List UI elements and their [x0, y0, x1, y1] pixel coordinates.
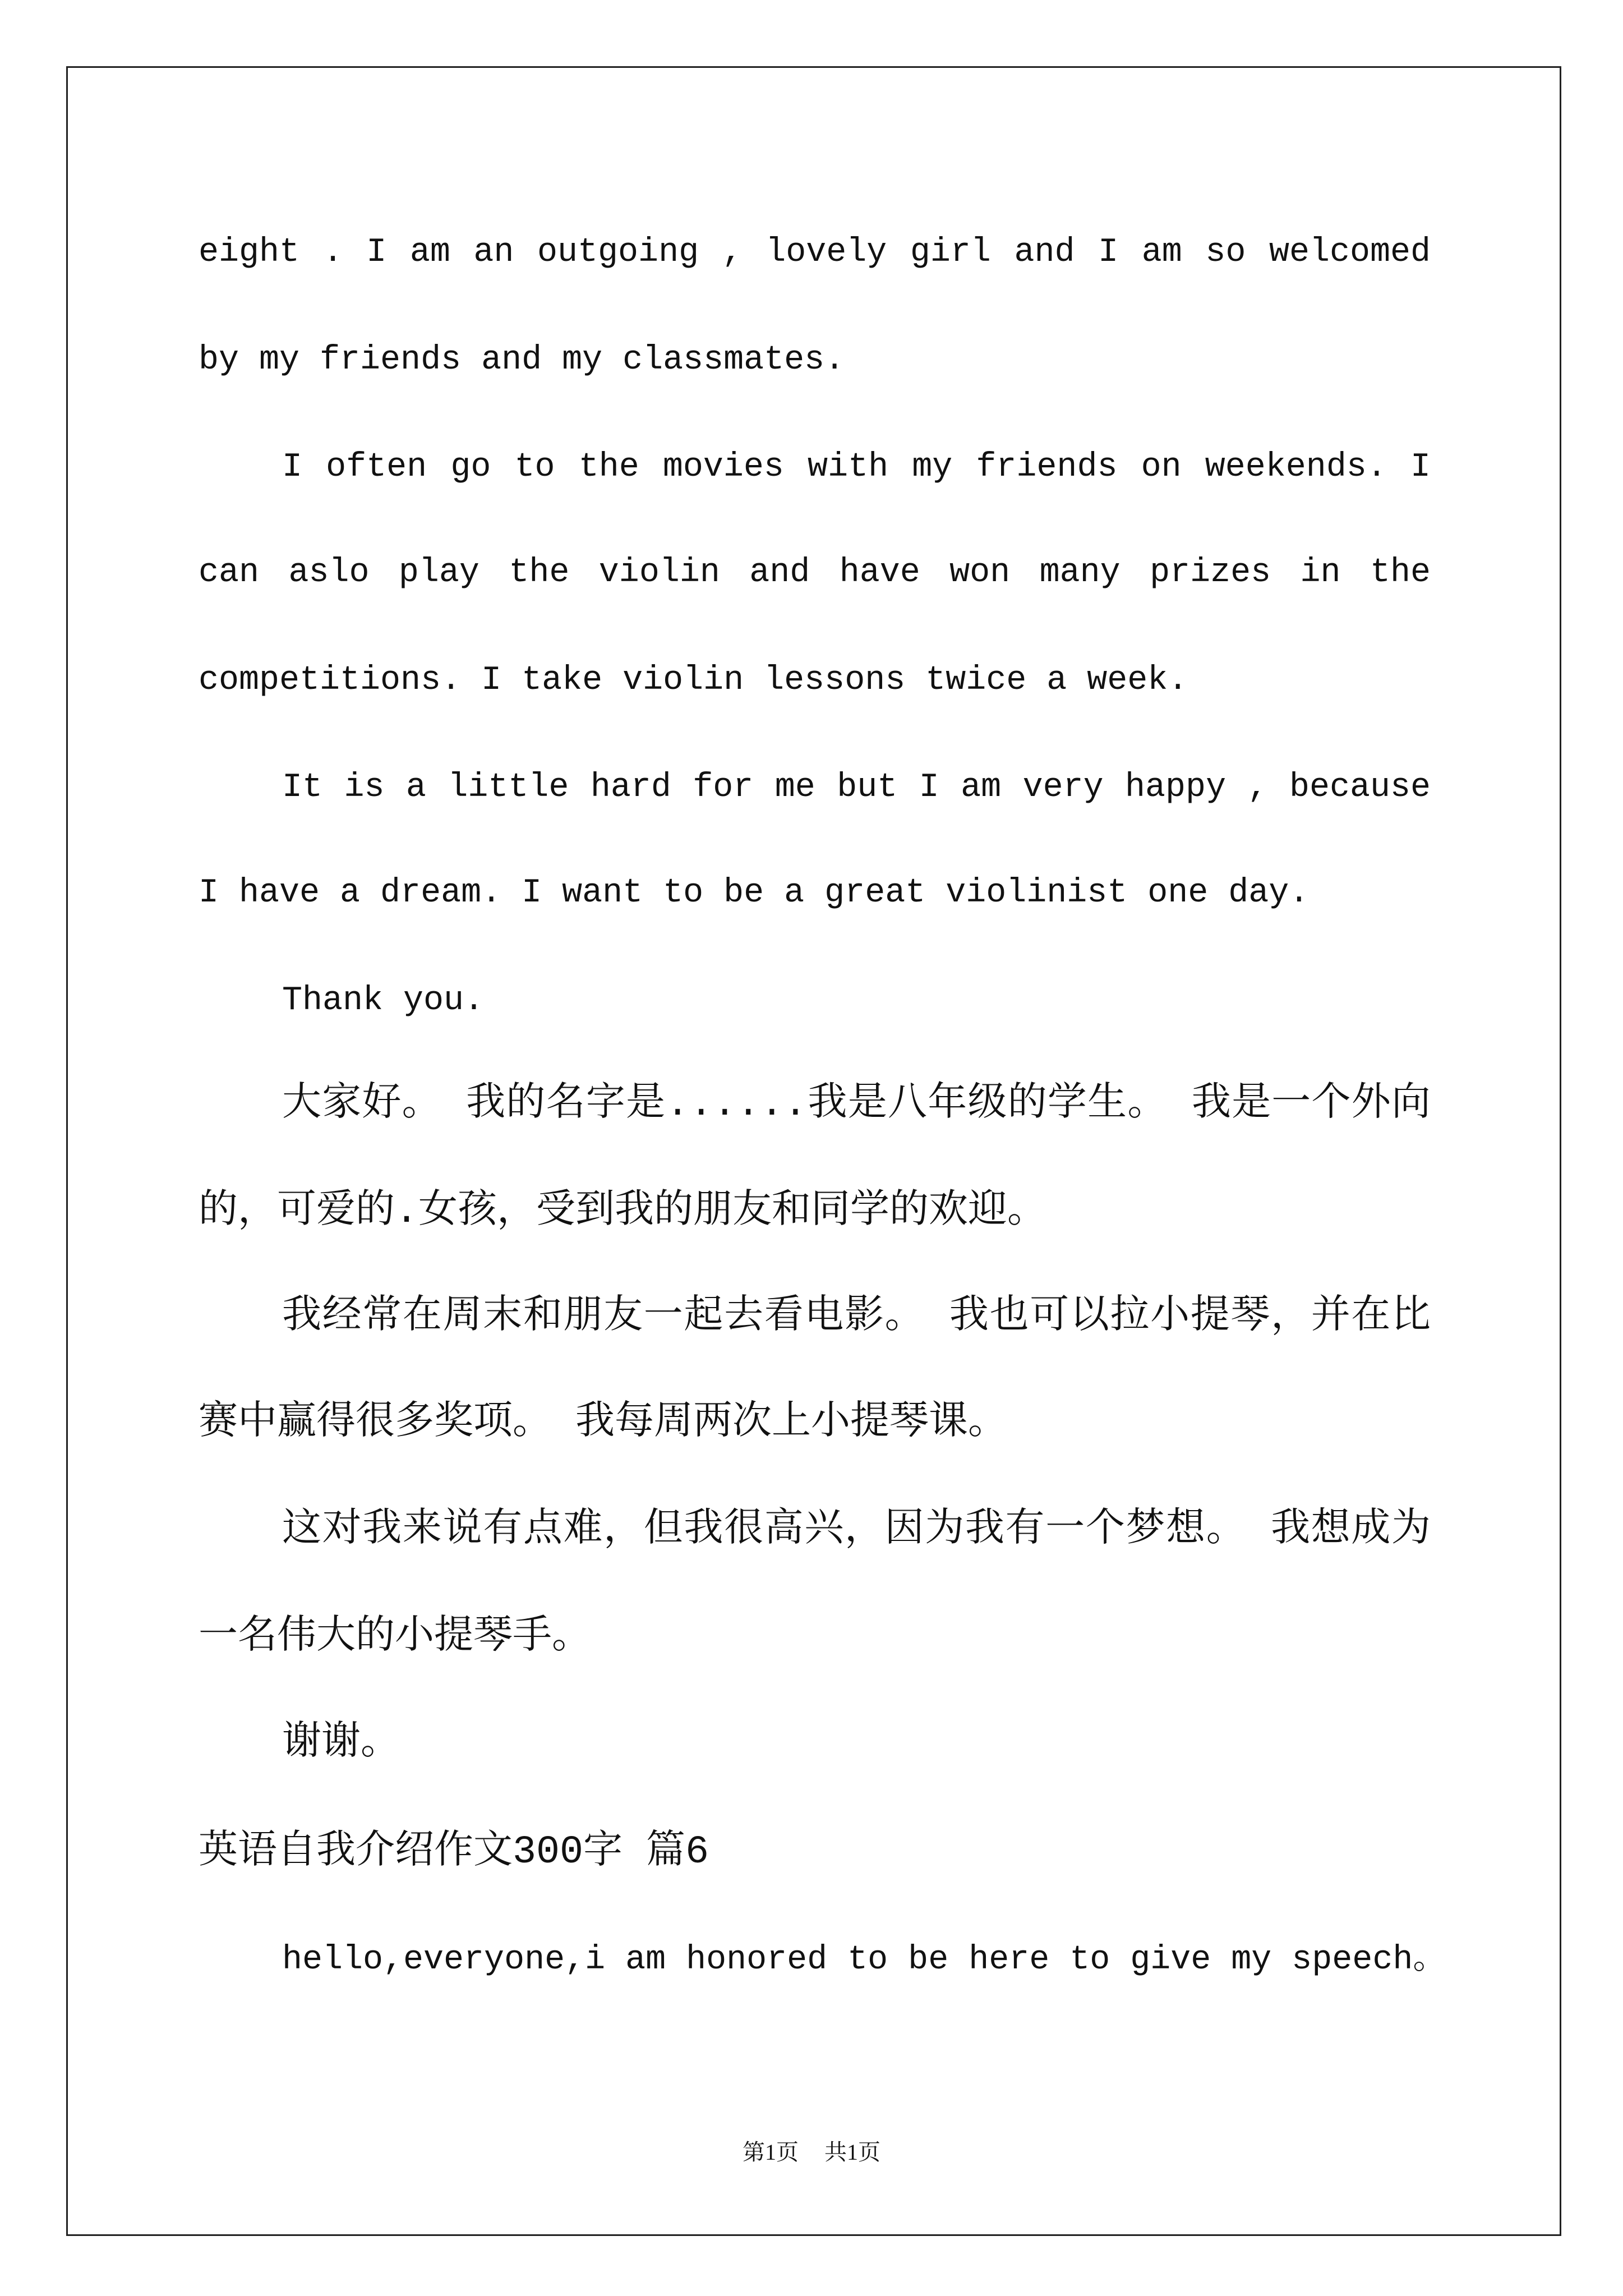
- body-line: 我经常在周末和朋友一起去看电影。 我也可以拉小提琴，并在比: [282, 1295, 1431, 1340]
- page-footer: [0, 2136, 1623, 2169]
- body-line: by my friends and my classmates.: [199, 341, 845, 379]
- body-line: hello,everyone,i am honored to be here to give my speech。: [282, 1941, 1447, 1979]
- section-heading: 英语自我介绍作文300字 篇6: [199, 1830, 709, 1875]
- body-line: 赛中赢得很多奖项。 我每周两次上小提琴课。: [199, 1401, 1008, 1446]
- body-line: can aslo play the violin and have won many prizes in the: [199, 554, 1431, 592]
- page-number: 第1页: [743, 2139, 799, 2165]
- page-border: [66, 66, 1561, 2236]
- body-line: Thank you.: [282, 982, 485, 1020]
- body-line: 这对我来说有点难，但我很高兴，因为我有一个梦想。 我想成为: [282, 1508, 1431, 1553]
- body-line: I have a dream. I want to be a great violinist one day.: [199, 874, 1310, 912]
- body-line: 大家好。 我的名字是......我是八年级的学生。 我是一个外向: [282, 1083, 1431, 1127]
- body-line: 的，可爱的.女孩，受到我的朋友和同学的欢迎。: [199, 1190, 1047, 1234]
- body-line: It is a little hard for me but I am very happy , because: [282, 769, 1431, 807]
- body-line: 谢谢。: [282, 1722, 400, 1766]
- body-line: competitions. I take violin lessons twice a week.: [199, 661, 1188, 700]
- page-total: 共1页: [824, 2139, 880, 2165]
- body-line: 一名伟大的小提琴手。: [199, 1616, 591, 1660]
- body-line: I often go to the movies with my friends on weekends. I: [282, 448, 1431, 486]
- body-line: eight . I am an outgoing , lovely girl and I am so welcomed: [199, 233, 1431, 272]
